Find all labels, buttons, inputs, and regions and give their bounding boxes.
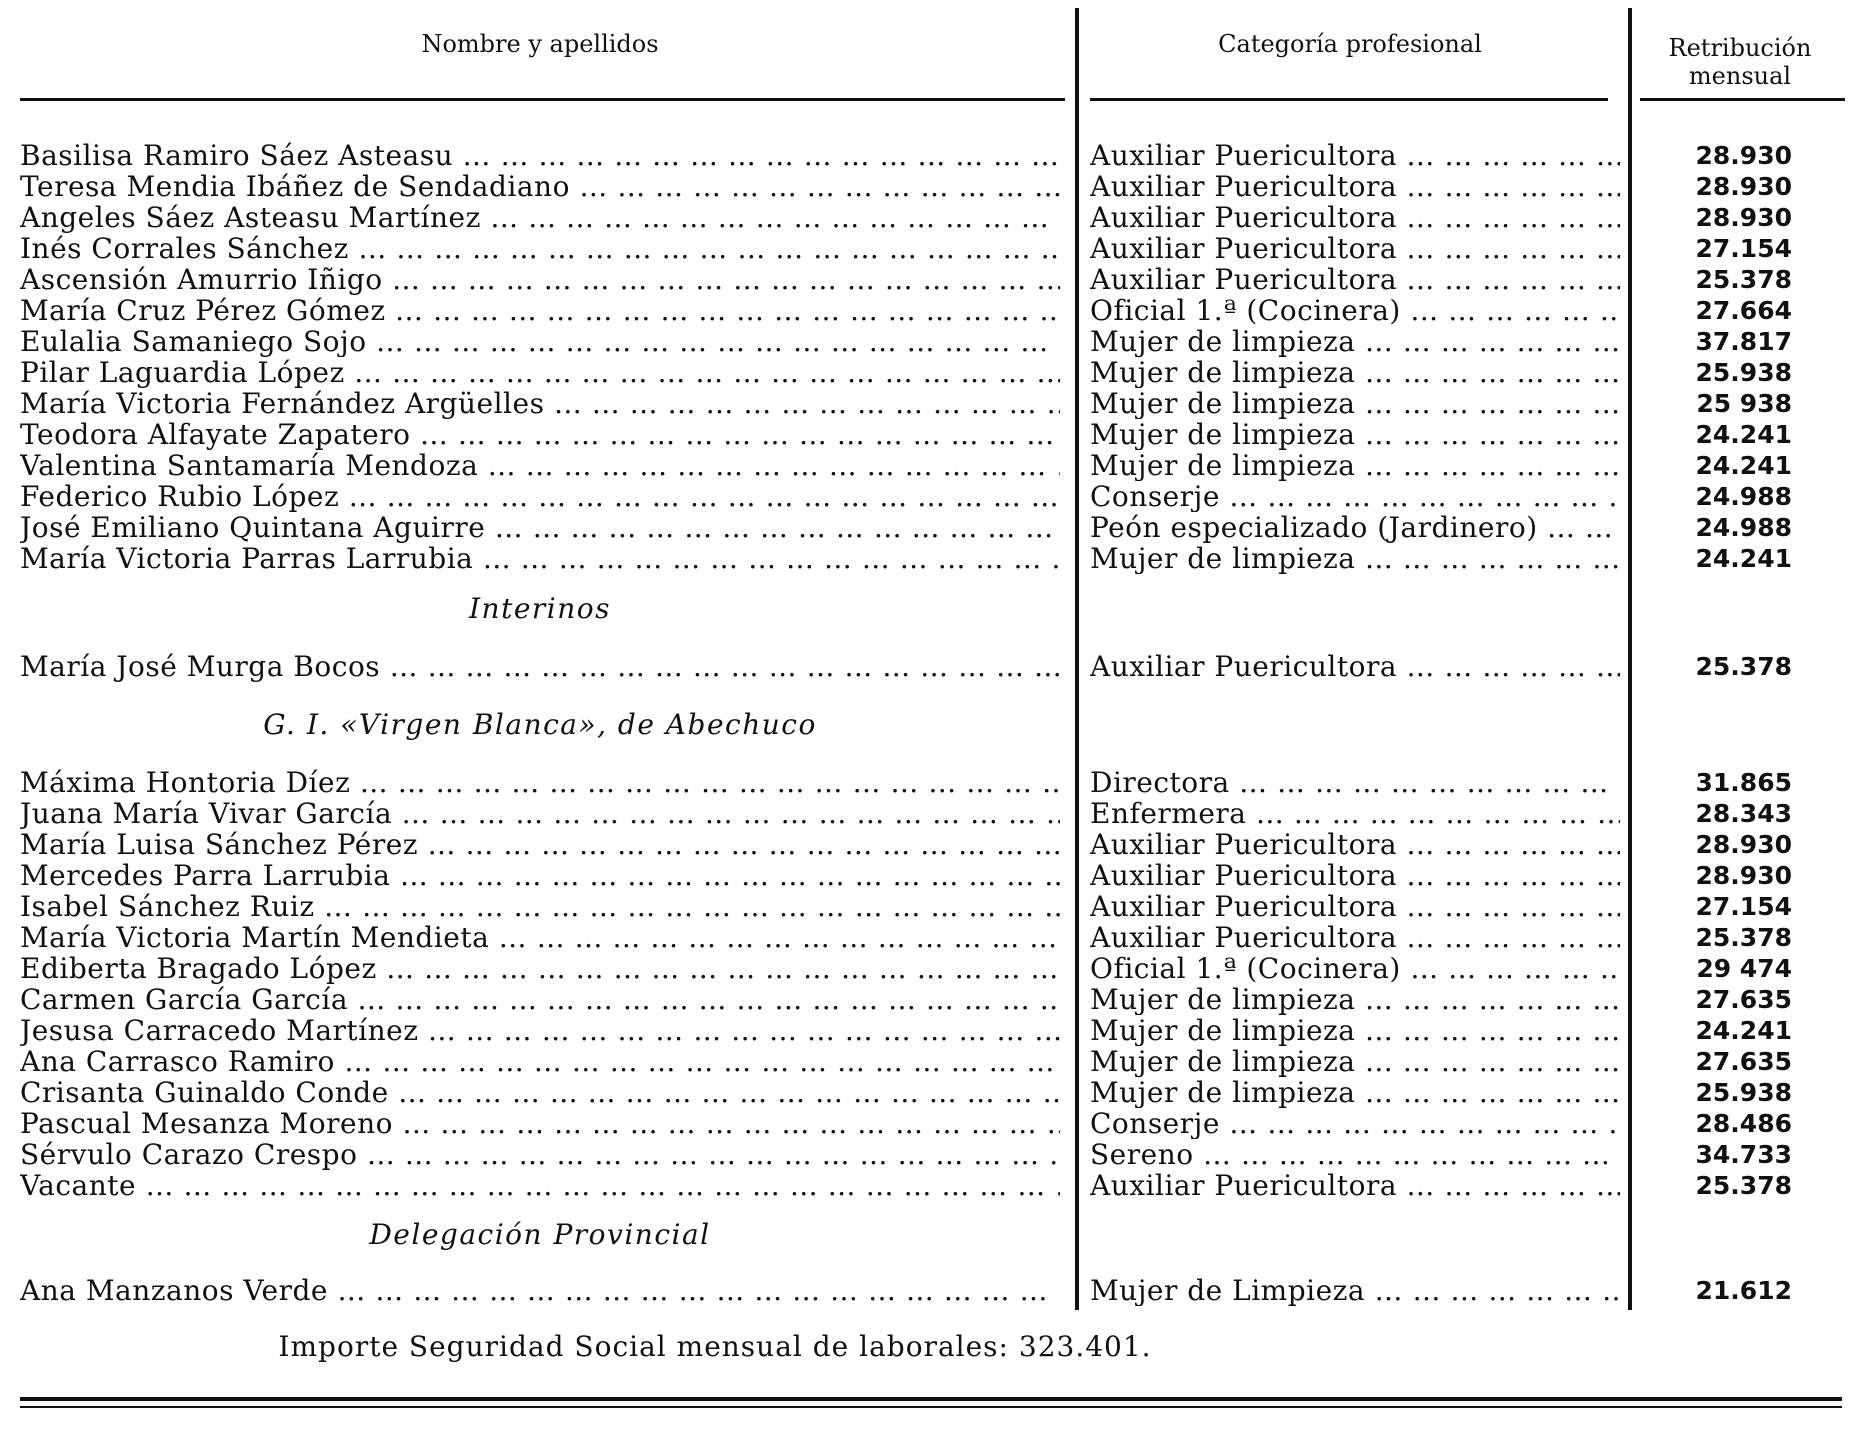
employee-pay: 24.241 bbox=[1695, 544, 1792, 573]
employee-pay: 28.486 bbox=[1695, 1109, 1792, 1138]
employee-name: Ascensión Amurrio Iñigo … … … … … … … … … … … … … … … … … … … … … … … … … … … … … … … … … … … … … … … bbox=[20, 264, 1060, 295]
employee-pay: 28.930 bbox=[1695, 830, 1792, 859]
header-rule-name bbox=[20, 98, 1065, 101]
employee-pay: 28.930 bbox=[1695, 861, 1792, 890]
employee-pay: 28.343 bbox=[1695, 799, 1792, 828]
header-category: Categoría profesional bbox=[1218, 30, 1482, 58]
social-security-total: Importe Seguridad Social mensual de laborales: 323.401. bbox=[278, 1330, 1152, 1363]
employee-category: Mujer de limpieza … … … … … … … … … … … … … … … … … … … … … … … … … … … … … … … … … … … … … … … bbox=[1090, 543, 1620, 574]
employee-category: Auxiliar Puericultora … … … … … … … … … … … … … … … … … … … … … … … … … … … … … … … … … … … … … … … bbox=[1090, 922, 1620, 953]
employee-name: María Luisa Sánchez Pérez … … … … … … … … … … … … … … … … … … … … … … … … … … … … … … … … … … … … … … … bbox=[20, 829, 1060, 860]
employee-pay: 27.635 bbox=[1695, 985, 1792, 1014]
employee-pay: 24.241 bbox=[1695, 1016, 1792, 1045]
employee-name: Valentina Santamaría Mendoza … … … … … … … … … … … … … … … … … … … … … … … … … … … … … … … … … … … … … … … bbox=[20, 450, 1060, 481]
employee-category: Mujer de Limpieza … … … … … … … … … … … … … … … … … … … … … … … … … … … … … … … … … … … … … … … bbox=[1090, 1275, 1620, 1306]
employee-name: Juana María Vivar García … … … … … … … … … … … … … … … … … … … … … … … … … … … … … … … … … … … … … … … bbox=[20, 798, 1060, 829]
employee-name: Jesusa Carracedo Martínez … … … … … … … … … … … … … … … … … … … … … … … … … … … … … … … … … … … … … … … bbox=[20, 1015, 1060, 1046]
employee-pay: 24.988 bbox=[1695, 513, 1792, 542]
employee-category: Conserje … … … … … … … … … … … … … … … … … … … … … … … … … … … … … … … … … … … … … … … bbox=[1090, 1108, 1620, 1139]
employee-category: Auxiliar Puericultora … … … … … … … … … … … … … … … … … … … … … … … … … … … … … … … … … … … … … … … bbox=[1090, 1170, 1620, 1201]
employee-pay: 29 474 bbox=[1696, 954, 1792, 983]
section-heading-delegacion: Delegación Provincial bbox=[369, 1218, 711, 1251]
employee-pay: 27.154 bbox=[1695, 234, 1792, 263]
section-heading-interinos: Interinos bbox=[468, 592, 611, 625]
employee-category: Oficial 1.ª (Cocinera) … … … … … … … … … … … … … … … … … … … … … … … … … … … … … … … … … … … … … … … bbox=[1090, 953, 1620, 984]
employee-name: Mercedes Parra Larrubia … … … … … … … … … … … … … … … … … … … … … … … … … … … … … … … … … … … … … … … bbox=[20, 860, 1060, 891]
employee-category: Auxiliar Puericultora … … … … … … … … … … … … … … … … … … … … … … … … … … … … … … … … … … … … … … … bbox=[1090, 860, 1620, 891]
employee-category: Auxiliar Puericultora … … … … … … … … … … … … … … … … … … … … … … … … … … … … … … … … … … … … … … … bbox=[1090, 233, 1620, 264]
employee-category: Conserje … … … … … … … … … … … … … … … … … … … … … … … … … … … … … … … … … … … … … … … bbox=[1090, 481, 1620, 512]
employee-pay: 25.938 bbox=[1695, 358, 1792, 387]
employee-category: Mujer de limpieza … … … … … … … … … … … … … … … … … … … … … … … … … … … … … … … … … … … … … … … bbox=[1090, 1015, 1620, 1046]
employee-category: Directora … … … … … … … … … … … … … … … … … … … … … … … … … … … … … … … … … … … … … … … bbox=[1090, 767, 1620, 798]
employee-name: Carmen García García … … … … … … … … … … … … … … … … … … … … … … … … … … … … … … … … … … … … … … … bbox=[20, 984, 1060, 1015]
employee-name: Basilisa Ramiro Sáez Asteasu … … … … … … … … … … … … … … … … … … … … … … … … … … … … … … … … … … … … … … … bbox=[20, 140, 1060, 171]
employee-pay: 25.378 bbox=[1695, 923, 1792, 952]
employee-pay: 27.154 bbox=[1695, 892, 1792, 921]
employee-name: Eulalia Samaniego Sojo … … … … … … … … … … … … … … … … … … … … … … … … … … … … … … … … … … … … … … … bbox=[20, 326, 1060, 357]
employee-pay: 27.635 bbox=[1695, 1047, 1792, 1076]
header-rule-pay bbox=[1640, 98, 1845, 101]
employee-pay: 28.930 bbox=[1695, 203, 1792, 232]
employee-name: Teodora Alfayate Zapatero … … … … … … … … … … … … … … … … … … … … … … … … … … … … … … … … … … … … … … … bbox=[20, 419, 1060, 450]
employee-name: Teresa Mendia Ibáñez de Sendadiano … … … … … … … … … … … … … … … … … … … … … … … … … … … … … … … … … … … … … … … bbox=[20, 171, 1060, 202]
employee-name: Ediberta Bragado López … … … … … … … … … … … … … … … … … … … … … … … … … … … … … … … … … … … … … … … bbox=[20, 953, 1060, 984]
employee-category: Auxiliar Puericultora … … … … … … … … … … … … … … … … … … … … … … … … … … … … … … … … … … … … … … … bbox=[1090, 891, 1620, 922]
employee-name: Ana Carrasco Ramiro … … … … … … … … … … … … … … … … … … … … … … … … … … … … … … … … … … … … … … … bbox=[20, 1046, 1060, 1077]
header-pay-line1: Retribución bbox=[1668, 34, 1812, 62]
employee-pay: 24.988 bbox=[1695, 482, 1792, 511]
bottom-rule-bottom bbox=[20, 1406, 1842, 1408]
employee-category: Auxiliar Puericultora … … … … … … … … … … … … … … … … … … … … … … … … … … … … … … … … … … … … … … … bbox=[1090, 651, 1620, 682]
employee-name: Federico Rubio López … … … … … … … … … … … … … … … … … … … … … … … … … … … … … … … … … … … … … … … bbox=[20, 481, 1060, 512]
header-pay-line2: mensual bbox=[1688, 62, 1792, 90]
header-name: Nombre y apellidos bbox=[421, 30, 659, 58]
employee-pay: 31.865 bbox=[1695, 768, 1792, 797]
employee-category: Auxiliar Puericultora … … … … … … … … … … … … … … … … … … … … … … … … … … … … … … … … … … … … … … … bbox=[1090, 264, 1620, 295]
employee-category: Mujer de limpieza … … … … … … … … … … … … … … … … … … … … … … … … … … … … … … … … … … … … … … … bbox=[1090, 419, 1620, 450]
employee-category: Enfermera … … … … … … … … … … … … … … … … … … … … … … … … … … … … … … … … … … … … … … … bbox=[1090, 798, 1620, 829]
employee-name: Máxima Hontoria Díez … … … … … … … … … … … … … … … … … … … … … … … … … … … … … … … … … … … … … … … bbox=[20, 767, 1060, 798]
employee-category: Mujer de limpieza … … … … … … … … … … … … … … … … … … … … … … … … … … … … … … … … … … … … … … … bbox=[1090, 326, 1620, 357]
employee-category: Mujer de limpieza … … … … … … … … … … … … … … … … … … … … … … … … … … … … … … … … … … … … … … … bbox=[1090, 357, 1620, 388]
employee-name: Pascual Mesanza Moreno … … … … … … … … … … … … … … … … … … … … … … … … … … … … … … … … … … … … … … … bbox=[20, 1108, 1060, 1139]
employee-category: Sereno … … … … … … … … … … … … … … … … … … … … … … … … … … … … … … … … … … … … … … … bbox=[1090, 1139, 1620, 1170]
employee-category: Auxiliar Puericultora … … … … … … … … … … … … … … … … … … … … … … … … … … … … … … … … … … … … … … … bbox=[1090, 829, 1620, 860]
employee-name: Ana Manzanos Verde … … … … … … … … … … … … … … … … … … … … … … … … … … … … … … … … … … … … … … … bbox=[20, 1275, 1060, 1306]
employee-category: Mujer de limpieza … … … … … … … … … … … … … … … … … … … … … … … … … … … … … … … … … … … … … … … bbox=[1090, 1046, 1620, 1077]
employee-name: Pilar Laguardia López … … … … … … … … … … … … … … … … … … … … … … … … … … … … … … … … … … … … … … … bbox=[20, 357, 1060, 388]
header-pay bbox=[1640, 34, 1840, 90]
bottom-rule-top bbox=[20, 1397, 1842, 1401]
column-rule-1 bbox=[1075, 8, 1079, 1310]
employee-pay: 24.241 bbox=[1695, 420, 1792, 449]
employee-category: Auxiliar Puericultora … … … … … … … … … … … … … … … … … … … … … … … … … … … … … … … … … … … … … … … bbox=[1090, 171, 1620, 202]
employee-name: Sérvulo Carazo Crespo … … … … … … … … … … … … … … … … … … … … … … … … … … … … … … … … … … … … … … … bbox=[20, 1139, 1060, 1170]
employee-pay: 25 938 bbox=[1696, 389, 1792, 418]
column-rule-2 bbox=[1628, 8, 1632, 1310]
employee-name: Vacante … … … … … … … … … … … … … … … … … … … … … … … … … … … … … … … … … … … … … … … bbox=[20, 1170, 1060, 1201]
employee-name: José Emiliano Quintana Aguirre … … … … … … … … … … … … … … … … … … … … … … … … … … … … … … … … … … … … … … … bbox=[20, 512, 1060, 543]
employee-name: María Victoria Martín Mendieta … … … … … … … … … … … … … … … … … … … … … … … … … … … … … … … … … … … … … … … bbox=[20, 922, 1060, 953]
employee-name: María José Murga Bocos … … … … … … … … … … … … … … … … … … … … … … … … … … … … … … … … … … … … … … … bbox=[20, 651, 1060, 682]
employee-name: Inés Corrales Sánchez … … … … … … … … … … … … … … … … … … … … … … … … … … … … … … … … … … … … … … … bbox=[20, 233, 1060, 264]
employee-name: Angeles Sáez Asteasu Martínez … … … … … … … … … … … … … … … … … … … … … … … … … … … … … … … … … … … … … … … bbox=[20, 202, 1060, 233]
employee-category: Mujer de limpieza … … … … … … … … … … … … … … … … … … … … … … … … … … … … … … … … … … … … … … … bbox=[1090, 984, 1620, 1015]
employee-name: Crisanta Guinaldo Conde … … … … … … … … … … … … … … … … … … … … … … … … … … … … … … … … … … … … … … … bbox=[20, 1077, 1060, 1108]
employee-category: Mujer de limpieza … … … … … … … … … … … … … … … … … … … … … … … … … … … … … … … … … … … … … … … bbox=[1090, 1077, 1620, 1108]
employee-category: Mujer de limpieza … … … … … … … … … … … … … … … … … … … … … … … … … … … … … … … … … … … … … … … bbox=[1090, 450, 1620, 481]
section-heading-virgen-blanca: G. I. «Virgen Blanca», de Abechuco bbox=[263, 708, 817, 741]
employee-pay: 21.612 bbox=[1695, 1276, 1792, 1305]
employee-pay: 34.733 bbox=[1695, 1140, 1792, 1169]
employee-name: María Victoria Parras Larrubia … … … … … … … … … … … … … … … … … … … … … … … … … … … … … … … … … … … … … … … bbox=[20, 543, 1060, 574]
employee-category: Peón especializado (Jardinero) … … … … … … … … … … … … … … … … … … … … … … … … … … … … … … … … … … … … … … … bbox=[1090, 512, 1620, 543]
header-rule-category bbox=[1090, 98, 1608, 101]
employee-category: Auxiliar Puericultora … … … … … … … … … … … … … … … … … … … … … … … … … … … … … … … … … … … … … … … bbox=[1090, 202, 1620, 233]
employee-pay: 24.241 bbox=[1695, 451, 1792, 480]
employee-pay: 28.930 bbox=[1695, 172, 1792, 201]
employee-name: María Cruz Pérez Gómez … … … … … … … … … … … … … … … … … … … … … … … … … … … … … … … … … … … … … … … bbox=[20, 295, 1060, 326]
employee-pay: 25.378 bbox=[1695, 652, 1792, 681]
employee-name: Isabel Sánchez Ruiz … … … … … … … … … … … … … … … … … … … … … … … … … … … … … … … … … … … … … … … bbox=[20, 891, 1060, 922]
employee-category: Mujer de limpieza … … … … … … … … … … … … … … … … … … … … … … … … … … … … … … … … … … … … … … … bbox=[1090, 388, 1620, 419]
employee-pay: 25.378 bbox=[1695, 1171, 1792, 1200]
employee-category: Oficial 1.ª (Cocinera) … … … … … … … … … … … … … … … … … … … … … … … … … … … … … … … … … … … … … … … bbox=[1090, 295, 1620, 326]
employee-name: María Victoria Fernández Argüelles … … … … … … … … … … … … … … … … … … … … … … … … … … … … … … … … … … … … … … … bbox=[20, 388, 1060, 419]
employee-pay: 25.938 bbox=[1695, 1078, 1792, 1107]
employee-pay: 25.378 bbox=[1695, 265, 1792, 294]
employee-category: Auxiliar Puericultora … … … … … … … … … … … … … … … … … … … … … … … … … … … … … … … … … … … … … … … bbox=[1090, 140, 1620, 171]
employee-pay: 27.664 bbox=[1695, 296, 1792, 325]
employee-pay: 37.817 bbox=[1695, 327, 1792, 356]
employee-pay: 28.930 bbox=[1695, 141, 1792, 170]
